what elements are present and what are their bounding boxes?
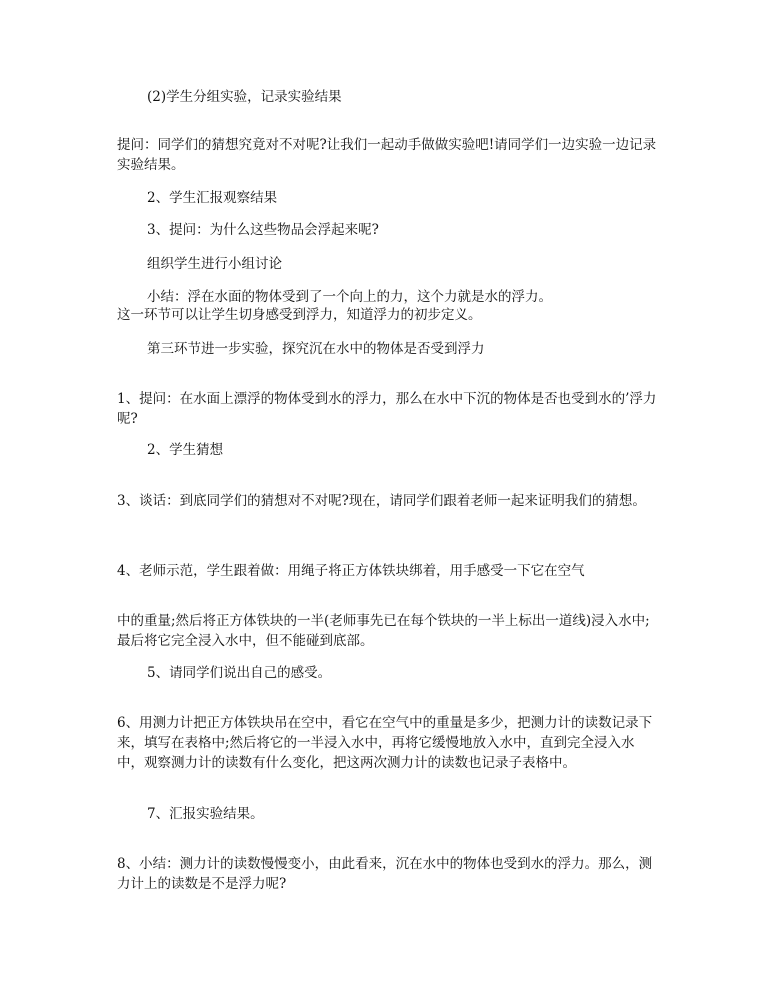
paragraph-group-discussion: 组织学生进行小组讨论	[147, 256, 282, 272]
paragraph-question-sinking: 1、提问：在水面上漂浮的物体受到水的浮力，那么在水中下沉的物体是否也受到水的’浮力呢?	[117, 391, 657, 427]
paragraph-third-section: 第三环节进一步实验，探究沉在水中的物体是否受到浮力	[147, 341, 485, 357]
paragraph-spring-scale: 6、用测力计把正方体铁块吊在空中，看它在空气中的重量是多少，把测力计的读数记录下来，填写在表格中;然后将它的一半浸入水中，再将它缓慢地放入水中，直到完全浸入水中，观察测力计的读数有什么变化，把这两次测力计的读数也记录子表格中。	[117, 715, 653, 771]
paragraph-summary-buoyancy: 小结：浮在水面的物体受到了一个向上的力，这个力就是水的浮力。	[147, 289, 552, 305]
paragraph-talk-verify: 3、谈话：到底同学们的猜想对不对呢?现在，请同学们跟着老师一起来证明我们的猜想。	[117, 493, 646, 509]
paragraph-question-guess: 提问：同学们的猜想究竟对不对呢?让我们一起动手做做实验吧!请同学们一边实验一边记录实验结果。	[117, 137, 657, 173]
paragraph-why-float: 3、提问：为什么这些物品会浮起来呢?	[147, 222, 379, 238]
paragraph-share-feeling: 5、请同学们说出自己的感受。	[147, 665, 332, 681]
paragraph-section-purpose: 这一环节可以让学生切身感受到浮力，知道浮力的初步定义。	[117, 307, 482, 323]
paragraph-experiment-record: (2)学生分组实验，记录实验结果	[147, 89, 342, 105]
paragraph-student-guess: 2、学生猜想	[147, 442, 224, 458]
paragraph-final-summary: 8、小结：测力计的读数慢慢变小，由此看来，沉在水中的物体也受到水的浮力。那么，测力计上的读数是不是浮力呢?	[117, 856, 653, 892]
paragraph-report-observation: 2、学生汇报观察结果	[147, 190, 278, 206]
paragraph-report-results: 7、汇报实验结果。	[147, 806, 264, 822]
paragraph-teacher-demo: 4、老师示范，学生跟着做：用绳子将正方体铁块绑着，用手感受一下它在空气	[117, 563, 585, 579]
paragraph-demo-continued: 中的重量;然后将正方体铁块的一半(老师事先已在每个铁块的一半上标出一道线)浸入水中;最后将它完全浸入水中，但不能碰到底部。	[117, 613, 650, 649]
